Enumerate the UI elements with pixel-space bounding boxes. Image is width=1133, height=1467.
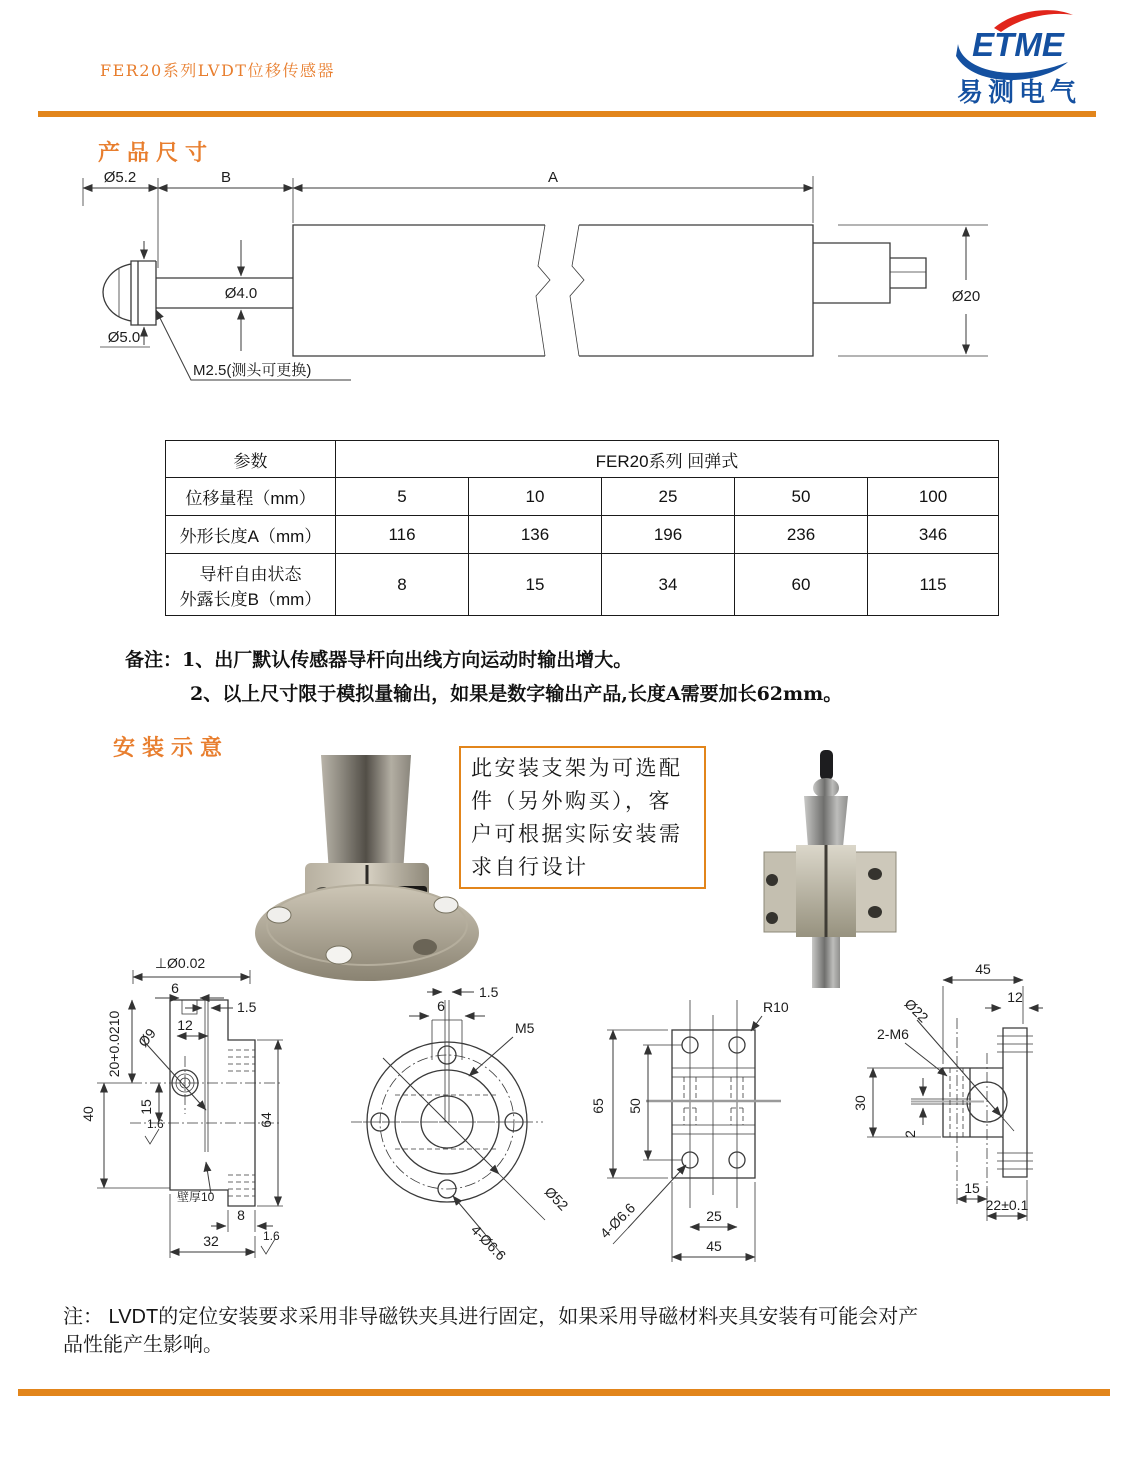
cable-gland <box>813 778 839 798</box>
note-line: 求自行设计 <box>471 855 589 879</box>
dim-1-5: 1.5 <box>237 999 257 1015</box>
dim-65: 65 <box>590 1098 606 1114</box>
dim-12: 12 <box>1007 989 1023 1005</box>
header-param: 参数 <box>166 441 336 478</box>
dim-dia-head: Ø5.0 <box>107 329 141 346</box>
cell: 116 <box>336 516 469 554</box>
cell: 15 <box>469 554 602 616</box>
dim-dia-tip: Ø5.2 <box>103 169 137 186</box>
dim-40: 40 <box>80 1106 96 1122</box>
dim-22-tol: 22±0.1 <box>985 1197 1029 1213</box>
install-note-box <box>459 746 706 889</box>
bracket-drawing-side-view <box>75 952 330 1272</box>
dim-30: 30 <box>852 1095 868 1111</box>
cell: 25 <box>602 478 735 516</box>
sensor-dimension-drawing <box>58 168 1038 403</box>
doc-title: FER20系列LVDT位移传感器 <box>100 61 335 80</box>
table-header-row <box>166 441 999 478</box>
cell: 236 <box>735 516 868 554</box>
row-label <box>166 554 336 616</box>
dim-holes: 4-Ø6.6 <box>467 1221 510 1264</box>
sensor-cable <box>820 750 833 780</box>
dim-b: B <box>220 169 232 186</box>
cell: 5 <box>336 478 469 516</box>
dim-15: 15 <box>138 1099 154 1115</box>
cell: 34 <box>602 554 735 616</box>
flange-hole <box>413 939 437 955</box>
bracket-drawing-clamp-view <box>851 948 1133 1268</box>
footer-note <box>63 1303 1053 1359</box>
dim-15: 15 <box>964 1180 980 1196</box>
roughness-mark: 1.6 <box>263 1229 280 1243</box>
wing-hole <box>868 906 882 918</box>
cell: 60 <box>735 554 868 616</box>
dim-dia-rod: Ø4.0 <box>224 285 258 302</box>
cell: 136 <box>469 516 602 554</box>
dim-6: 6 <box>437 998 445 1014</box>
spec-table <box>165 440 999 616</box>
flange-hole <box>267 907 291 923</box>
sensor-rod <box>321 755 411 873</box>
dim-1-5: 1.5 <box>479 984 499 1000</box>
logo-brand-text: ETME <box>972 26 1064 63</box>
dim-50: 50 <box>627 1098 643 1114</box>
dim-64: 64 <box>258 1112 274 1128</box>
wing-hole <box>766 874 778 886</box>
remark-line2: 2、以上尺寸限于模拟量输出，如果是数字输出产品,长度A需要加长62mm。 <box>190 683 843 705</box>
footer-note-line1: 注： LVDT的定位安装要求采用非导磁铁夹具进行固定，如果采用导磁材料夹具安装有可能会对产 <box>63 1306 919 1328</box>
table-row <box>166 478 999 516</box>
sensor-body-top <box>804 796 848 847</box>
cell: 50 <box>735 478 868 516</box>
table-row <box>166 516 999 554</box>
dim-45: 45 <box>975 961 991 977</box>
row-label: 外形长度A（mm） <box>166 516 336 554</box>
footer-note-line2: 品性能产生影响。 <box>63 1334 223 1356</box>
clamp-wing-right <box>854 852 896 932</box>
table-row <box>166 554 999 616</box>
top-divider <box>38 111 1096 117</box>
section-title-dimensions: 产品尺寸 <box>98 140 215 166</box>
dim-dia22: Ø22 <box>901 995 932 1026</box>
dim-2: 2 <box>902 1130 918 1138</box>
dim-45: 45 <box>706 1238 722 1254</box>
dim-6: 6 <box>171 980 179 996</box>
dim-8: 8 <box>237 1207 245 1223</box>
bracket-drawing-plate-view <box>583 980 845 1285</box>
flange-hole <box>434 897 458 913</box>
cell: 196 <box>602 516 735 554</box>
dim-25: 25 <box>706 1208 722 1224</box>
dim-tolerance: ⊥Ø0.02 <box>154 955 206 971</box>
logo-company-name: 易测电气 <box>956 77 1081 107</box>
cell: 346 <box>868 516 999 554</box>
dim-r10: R10 <box>763 999 789 1015</box>
dim-m5: M5 <box>515 1020 535 1036</box>
dim-dia52: Ø52 <box>541 1183 572 1214</box>
wing-hole <box>766 912 778 924</box>
dim-20-tol: 20+0.0210 <box>106 1010 122 1078</box>
cell: 115 <box>868 554 999 616</box>
note-line: 此安装支架为可选配 <box>471 756 683 780</box>
dim-dia-body: Ø20 <box>951 288 981 305</box>
dim-m6: 2-M6 <box>877 1026 909 1042</box>
roughness-mark: 1.6 <box>147 1117 164 1131</box>
cell: 100 <box>868 478 999 516</box>
cell: 10 <box>469 478 602 516</box>
row-label-line2: 外露长度B（mm） <box>179 589 322 609</box>
note-line: 户可根据实际安装需 <box>471 822 683 846</box>
dim-wall: 壁厚10 <box>177 1190 215 1204</box>
header-series: FER20系列 回弹式 <box>336 441 999 478</box>
thread-note: M2.5(测头可更换) <box>193 362 312 379</box>
bottom-divider <box>18 1389 1110 1396</box>
dim-dia9: Ø9 <box>134 1025 159 1050</box>
dim-12: 12 <box>177 1017 193 1033</box>
section-title-installation: 安装示意 <box>113 735 230 761</box>
company-logo <box>946 4 1086 72</box>
row-label: 位移量程（mm） <box>166 478 336 516</box>
dim-holes: 4-Ø6.6 <box>596 1199 639 1242</box>
bracket-drawing-flange-view <box>333 980 613 1280</box>
note-line: 件（另外购买），客 <box>471 789 672 813</box>
dim-a: A <box>547 169 559 186</box>
dim-32: 32 <box>203 1233 219 1249</box>
remark-line1: 备注：1、出厂默认传感器导杆向出线方向运动时输出增大。 <box>125 649 633 671</box>
wing-hole <box>868 868 882 880</box>
row-label-line1: 导杆自由状态 <box>199 564 302 584</box>
cell: 8 <box>336 554 469 616</box>
